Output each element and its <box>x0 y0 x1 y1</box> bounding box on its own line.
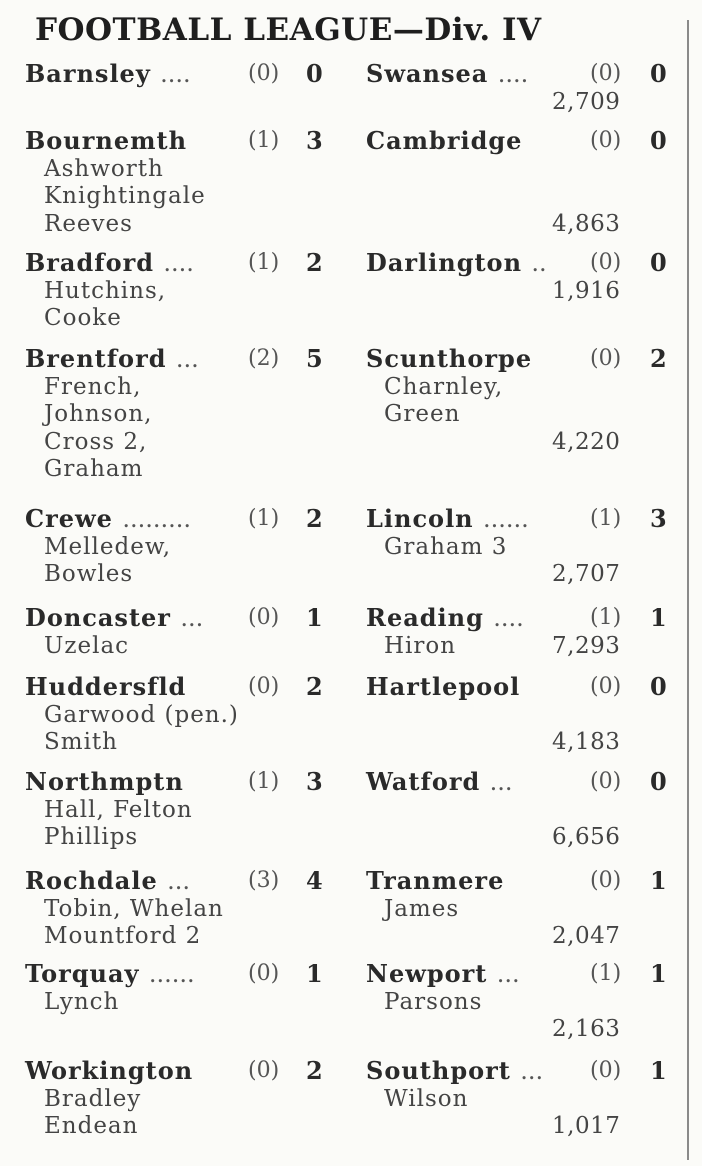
home-scorer: Endean <box>44 1113 139 1139</box>
away-halftime-score: (1) <box>590 961 622 986</box>
away-leader-dots: ...... <box>483 505 529 533</box>
away-team-label: Swansea <box>366 59 489 88</box>
away-team-name <box>366 960 520 988</box>
away-team-label: Hartlepool <box>366 672 521 701</box>
home-team-label: Crewe <box>25 504 113 533</box>
home-team-label: Torquay <box>25 959 140 988</box>
home-scorer: Uzelac <box>44 633 130 659</box>
home-halftime-score: (1) <box>248 128 280 153</box>
away-scorer: Wilson <box>384 1086 469 1112</box>
home-team-name <box>25 604 203 632</box>
attendance: 4,863 <box>552 211 621 237</box>
away-final-score: 1 <box>650 866 667 895</box>
home-final-score: 0 <box>306 59 323 88</box>
away-team-name <box>366 345 532 373</box>
home-halftime-score: (0) <box>248 605 280 630</box>
away-leader-dots: .... <box>493 604 524 632</box>
home-team-name <box>25 673 186 701</box>
away-team-name <box>366 1057 543 1085</box>
away-team-label: Cambridge <box>366 126 523 155</box>
away-team-name <box>366 60 528 88</box>
home-final-score: 1 <box>306 959 323 988</box>
away-halftime-score: (0) <box>590 250 622 275</box>
home-leader-dots: ...... <box>148 960 195 988</box>
home-scorer: Bradley <box>44 1086 142 1112</box>
home-team-label: Brentford <box>25 344 167 373</box>
home-halftime-score: (1) <box>248 769 280 794</box>
home-team-label: Barnsley <box>25 59 151 88</box>
home-scorer: Cross 2, <box>44 429 148 455</box>
home-halftime-score: (2) <box>248 346 280 371</box>
attendance: 6,656 <box>552 824 621 850</box>
home-final-score: 3 <box>306 767 323 796</box>
home-leader-dots: ... <box>180 604 204 632</box>
away-halftime-score: (0) <box>590 674 622 699</box>
away-halftime-score: (0) <box>590 868 622 893</box>
away-leader-dots: .. <box>531 249 547 277</box>
home-team-name <box>25 505 191 533</box>
home-scorer: Reeves <box>44 211 133 237</box>
attendance: 7,293 <box>552 633 621 659</box>
home-final-score: 1 <box>306 603 323 632</box>
away-team-label: Newport <box>366 959 488 988</box>
home-halftime-score: (3) <box>248 868 280 893</box>
home-scorer: Bowles <box>44 561 134 587</box>
home-leader-dots: ... <box>167 867 190 895</box>
away-final-score: 0 <box>650 672 667 701</box>
home-team-name <box>25 249 194 277</box>
away-scorer: Parsons <box>384 989 483 1015</box>
attendance: 2,163 <box>552 1016 621 1042</box>
match-row <box>0 505 702 595</box>
home-team-name <box>25 60 191 88</box>
away-scorer: Hiron <box>384 633 457 659</box>
home-team-label: Huddersfld <box>25 672 187 701</box>
away-halftime-score: (1) <box>590 506 622 531</box>
match-row <box>0 126 702 237</box>
away-team-label: Southport <box>366 1056 511 1085</box>
home-team-name <box>25 867 190 895</box>
home-scorer: Ashworth <box>44 156 164 182</box>
away-final-score: 1 <box>650 603 667 632</box>
home-team-label: Rochdale <box>25 866 158 895</box>
home-scorer: Garwood (pen.) <box>44 702 239 728</box>
away-halftime-score: (0) <box>590 769 622 794</box>
home-final-score: 3 <box>306 126 323 155</box>
away-scorer: James <box>384 896 460 922</box>
match-row <box>0 768 702 858</box>
home-scorer: Johnson, <box>44 401 153 427</box>
home-final-score: 4 <box>306 866 323 895</box>
away-team-label: Lincoln <box>366 504 474 533</box>
attendance: 2,709 <box>552 89 621 115</box>
away-team-name <box>366 249 547 277</box>
away-halftime-score: (1) <box>590 605 622 630</box>
away-final-score: 0 <box>650 59 667 88</box>
attendance: 2,707 <box>552 561 621 587</box>
away-team-label: Tranmere <box>366 866 505 895</box>
home-team-name <box>25 127 187 155</box>
home-final-score: 5 <box>306 344 323 373</box>
away-team-name <box>366 604 524 632</box>
home-team-name <box>25 345 199 373</box>
home-halftime-score: (0) <box>248 674 280 699</box>
home-scorer: Graham <box>44 456 144 482</box>
away-team-label: Reading <box>366 603 484 632</box>
away-team-name <box>366 768 513 796</box>
home-scorer: Melledew, <box>44 534 172 560</box>
away-halftime-score: (0) <box>590 128 622 153</box>
home-scorer: Phillips <box>44 824 139 850</box>
home-scorer: French, <box>44 374 142 400</box>
away-final-score: 1 <box>650 959 667 988</box>
home-leader-dots: .... <box>163 249 194 277</box>
home-halftime-score: (0) <box>248 61 280 86</box>
home-halftime-score: (1) <box>248 506 280 531</box>
away-leader-dots: ... <box>496 960 520 988</box>
home-halftime-score: (0) <box>248 1058 280 1083</box>
away-halftime-score: (0) <box>590 346 622 371</box>
home-scorer: Knightingale <box>44 183 206 209</box>
attendance: 1,916 <box>552 278 621 304</box>
home-team-label: Bradford <box>25 248 155 277</box>
home-halftime-score: (1) <box>248 250 280 275</box>
attendance: 4,220 <box>552 429 621 455</box>
home-halftime-score: (0) <box>248 961 280 986</box>
away-final-score: 3 <box>650 504 667 533</box>
attendance: 4,183 <box>552 729 621 755</box>
away-final-score: 1 <box>650 1056 667 1085</box>
home-final-score: 2 <box>306 672 323 701</box>
home-team-label: Workington <box>25 1056 194 1085</box>
home-scorer: Hutchins, <box>44 278 167 304</box>
home-team-label: Northmptn <box>25 767 184 796</box>
home-team-label: Bournemth <box>25 126 188 155</box>
away-team-name <box>366 505 529 533</box>
away-scorer: Green <box>384 401 461 427</box>
away-final-score: 2 <box>650 344 667 373</box>
away-team-name <box>366 127 522 155</box>
away-leader-dots: ... <box>489 768 513 796</box>
away-scorer: Charnley, <box>384 374 504 400</box>
away-final-score: 0 <box>650 767 667 796</box>
away-team-label: Watford <box>366 767 481 796</box>
section-title: FOOTBALL LEAGUE—Div. IV <box>35 12 542 48</box>
home-scorer: Tobin, Whelan <box>44 896 224 922</box>
match-row <box>0 249 702 339</box>
home-team-name <box>25 960 195 988</box>
away-halftime-score: (0) <box>590 1058 622 1083</box>
home-final-score: 2 <box>306 1056 323 1085</box>
home-final-score: 2 <box>306 248 323 277</box>
away-team-name <box>366 673 520 701</box>
away-team-name <box>366 867 504 895</box>
home-leader-dots: .... <box>160 60 191 88</box>
away-team-label: Darlington <box>366 248 523 277</box>
away-final-score: 0 <box>650 248 667 277</box>
home-scorer: Lynch <box>44 989 120 1015</box>
attendance: 1,017 <box>552 1113 621 1139</box>
home-team-name <box>25 768 184 796</box>
home-leader-dots: ......... <box>122 505 191 533</box>
match-row <box>0 344 702 482</box>
away-final-score: 0 <box>650 126 667 155</box>
match-row <box>0 673 702 763</box>
away-scorer: Graham 3 <box>384 534 508 560</box>
home-team-label: Doncaster <box>25 603 171 632</box>
home-scorer: Mountford 2 <box>44 923 202 949</box>
match-row <box>0 960 702 1050</box>
home-scorer: Hall, Felton <box>44 797 193 823</box>
match-row <box>0 1057 702 1147</box>
attendance: 2,047 <box>552 923 621 949</box>
home-team-name <box>25 1057 193 1085</box>
away-team-label: Scunthorpe <box>366 344 533 373</box>
match-row <box>0 867 702 957</box>
away-leader-dots: ... <box>520 1057 544 1085</box>
home-scorer: Smith <box>44 729 118 755</box>
away-halftime-score: (0) <box>590 61 622 86</box>
home-final-score: 2 <box>306 504 323 533</box>
home-leader-dots: ... <box>175 345 199 373</box>
away-leader-dots: .... <box>497 60 529 88</box>
home-scorer: Cooke <box>44 305 122 331</box>
